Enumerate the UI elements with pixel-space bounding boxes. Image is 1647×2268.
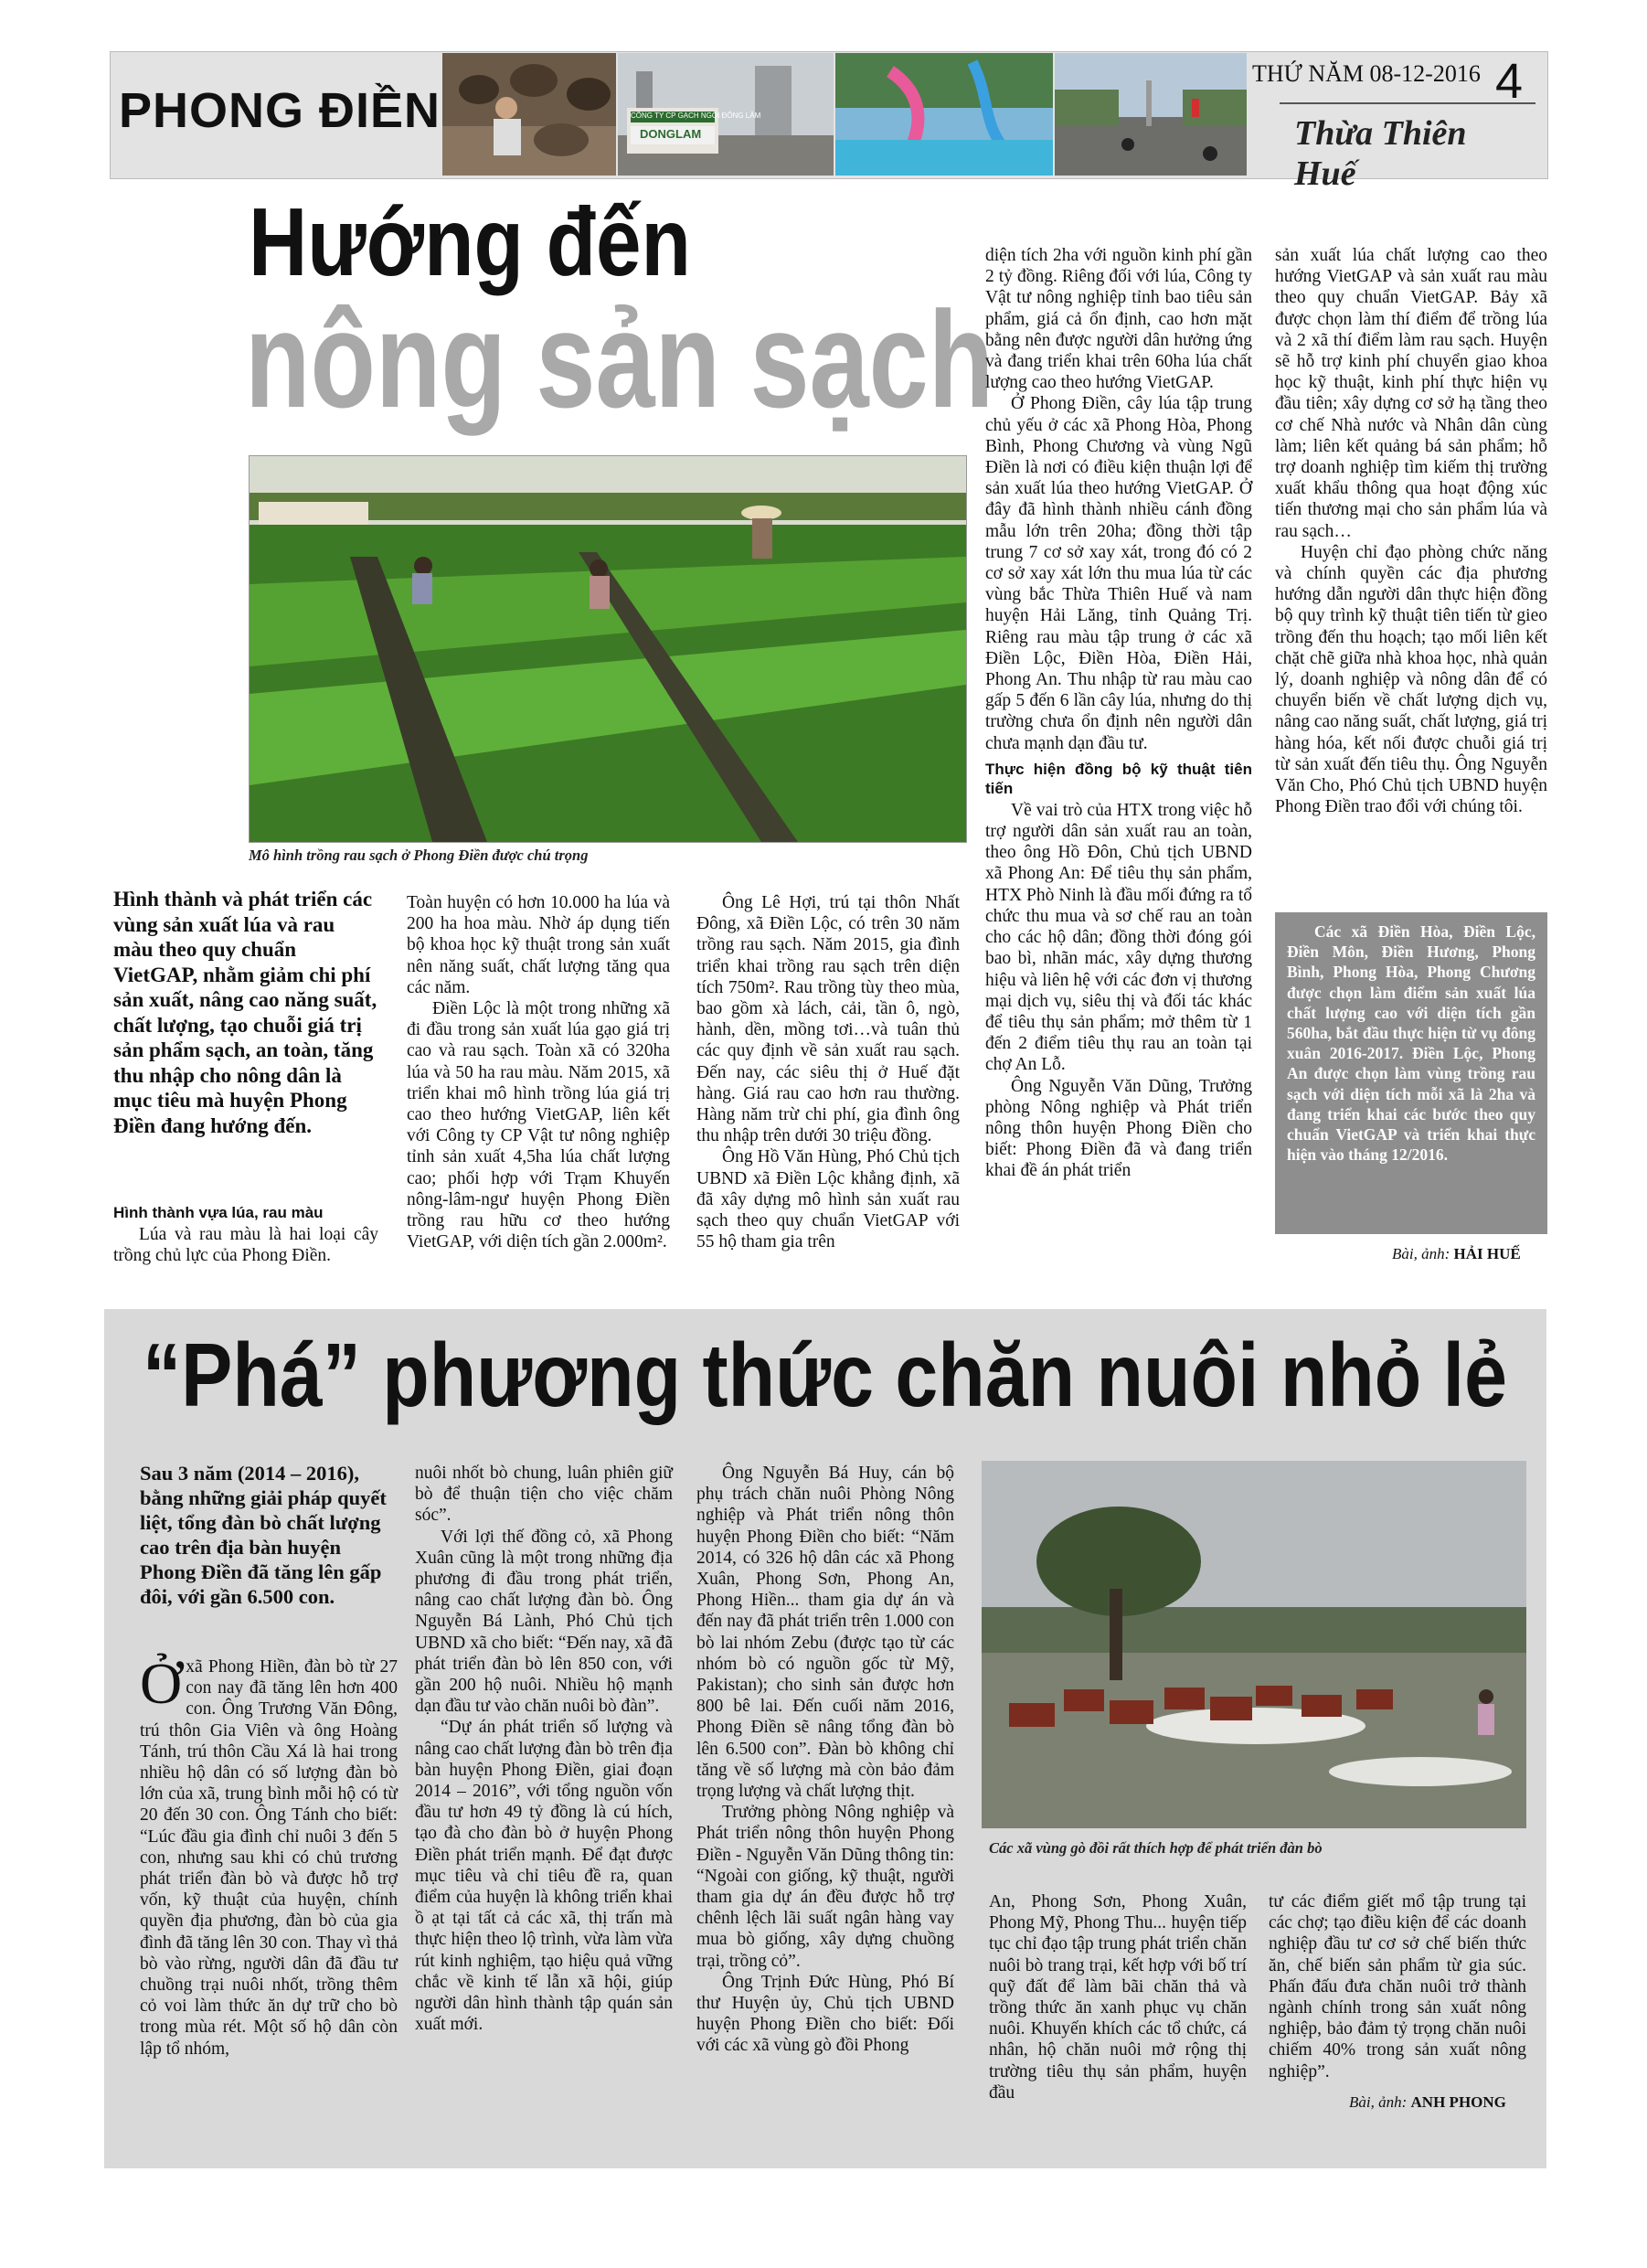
page-number: 4 <box>1494 54 1523 109</box>
article2-col4 <box>989 1891 1247 2103</box>
article1-title-line2: nông sản sạch <box>245 282 994 436</box>
article1-col5-p2: Huyện chỉ đạo phòng chức năng và chính quyền các địa phương hướng dẫn người dân thực hiện đồng bộ quy trình kỹ thuật tiên tiến từ gieo trồng đến thu hoạch; tạo mối liên kết chặt chẽ giữa nhà khoa học, nhà quản lý, doanh nghiệp và nông dân để có chuyển biến về chất lượng dịch vụ, nâng cao năng suất, chất lượng, giá trị hàng hóa, kết nối được chuỗi giá trị từ sản xuất đến tiêu thụ. Ông Nguyễn Văn Cho, Phó Chủ tịch UBND huyện Phong Điền trao đổi với chúng tôi. <box>1275 542 1547 817</box>
header-photo-street <box>1055 53 1247 176</box>
byline-author: HẢI HUẾ <box>1453 1245 1521 1262</box>
issue-date: THỨ NĂM 08-12-2016 <box>1252 60 1481 87</box>
byline-author: ANH PHONG <box>1410 2093 1506 2111</box>
article1-col2 <box>407 892 670 1252</box>
article2-title: “Phá” phương thức chăn nuôi nhỏ lẻ <box>143 1325 1507 1425</box>
article2-col2-p1: nuôi nhốt bò chung, luân phiên giữ bò để thuận tiện cho việc chăm sóc”. <box>415 1464 673 1526</box>
article2-photo-caption: Các xã vùng gò đồi rất thích hợp để phát triển đàn bò <box>989 1839 1323 1857</box>
article1-col4-p4: Ông Nguyễn Văn Dũng, Trưởng phòng Nông nghiệp và Phát triển nông thôn huyện Phong Điền cho biết: Phong Điền đã và đang triển khai đề án phát triển <box>985 1076 1252 1181</box>
article1-col5 <box>1275 245 1547 817</box>
article1-subhead-1: Hình thành vựa lúa, rau màu <box>113 1204 324 1221</box>
article2-col1 <box>140 1651 398 2060</box>
article2-col3 <box>696 1463 954 2057</box>
header-photo-pottery <box>442 53 616 176</box>
article2-col3-p1: Ông Nguyễn Bá Huy, cán bộ phụ trách chăn nuôi Phòng Nông nghiệp và Phát triển nông thôn huyện Phong Điền cho biết: “Năm 2014, có 326 hộ dân các xã Phong Xuân, Phong Sơn, Phong An, Phong Hiền... tham gia dự án và đến nay đã phát triển trên 1.000 con bò lai nhóm Zebu (được tạo từ các nhóm bò có nguồn gốc từ Mỹ, Pakistan); cho sinh sản được hơn 800 bê lai. Đến cuối năm 2016, Phong Điền sẽ nâng tổng đàn bò lên 6.500 con”. Đàn bò không chỉ tăng về số lượng mà còn bảo đảm trọng lượng và chất lượng thịt. <box>696 1464 954 1802</box>
article2-col2 <box>415 1463 673 2035</box>
article1-col1 <box>113 1198 378 1266</box>
article1-col2-p2: Điền Lộc là một trong những xã đi đầu trong sản xuất lúa gạo giá trị cao và rau sạch. Toàn xã có 320ha lúa và 50 ha rau màu. Năm 2015, xã triển khai mô hình trồng lúa giá trị cao theo hướng VietGAP, liên kết với Công ty CP Vật tư nông nghiệp tỉnh sản xuất 4,5ha lúa chất lượng cao; phối hợp với Trạm Khuyến nông-lâm-ngư huyện Phong Điền trồng rau hữu cơ theo hướng VietGAP, với diện tích gần 2.000m². <box>407 999 670 1252</box>
article1-title-line1: Hướng đến <box>249 188 691 296</box>
article1-col3-p2: Ông Hồ Văn Hùng, Phó Chủ tịch UBND xã Điền Lộc khẳng định, xã đã xây dựng mô hình sản xuất rau sạch theo quy chuẩn VietGAP với 55 hộ tham gia trên <box>696 1147 960 1252</box>
header-date-block <box>1252 54 1535 193</box>
photo-sign-brand: DONGLAM <box>640 127 702 141</box>
article1-col4-p2: Ở Phong Điền, cây lúa tập trung chủ yếu ở các xã Phong Hòa, Phong Bình, Phong Chương và vùng Ngũ Điền là nơi có điều kiện thuận lợi để sản xuất lúa theo hướng VietGAP. Ở đây đã hình thành nhiều cánh đồng mẫu lớn trên 20ha; đồng thời tập trung 7 cơ sở xay xát, trong đó có 2 cơ sở xay xát lớn thu mua lúa từ các vùng bắc Thừa Thiên Huế và nam huyện Hải Lăng, tỉnh Quảng Trị. Riêng rau màu tập trung ở các xã Điền Lộc, Điền Hòa, Điền Hải, Phong An. Thu nhập từ rau màu cao gấp 5 đến 6 lần cây lúa, nhưng do thị trường chưa ổn định nên người dân chưa mạnh dạn đầu tư. <box>985 394 1252 753</box>
article1-col3-p1: Ông Lê Hợi, trú tại thôn Nhất Đông, xã Điền Lộc, có trên 30 năm trồng rau sạch. Năm 2015, gia đình triển khai trồng rau sạch trên diện tích 750m². Rau trồng tùy theo mùa, bao gồm xà lách, cải, tần ô, ngò, hành, dền, mồng tơi…và tuân thủ các quy định về sản xuất rau sạch. Đến nay, các siêu thị ở Huế đặt hàng. Giá rau cao hơn rau thường. Hàng năm trừ chi phí, gia đình ông thu nhập trên dưới 30 triệu đồng. <box>696 893 960 1146</box>
article1-subhead-2: Thực hiện đồng bộ kỹ thuật tiên tiến <box>985 760 1252 797</box>
article1-col4 <box>985 245 1252 1182</box>
article2-col1-p1: xã Phong Hiền, đàn bò từ 27 con nay đã tăng lên hơn 400 con. Ông Trương Văn Đông, trú thôn Gia Viên và ông Hoàng Tánh, trú thôn Cầu Xá là hai trong nhiều hộ dân có số lượng đàn bò lớn của xã, trung bình mỗi hộ có từ 20 đến 30 con. Ông Tánh cho biết: “Lúc đầu gia đình chỉ nuôi 3 đến 5 con, nhưng sau khi có chủ trương phát triển đàn bò và được hỗ trợ vốn, kỹ thuật của huyện, chính quyền địa phương, đàn bò của gia đình đã tăng lên 30 con. Thay vì thả bò vào rừng, người dân đã đầu tư chuồng trại nuôi nhốt, trồng thêm cỏ voi làm thức ăn dự trữ cho bò trong mùa rét. Một số hộ dân còn lập tổ nhóm, <box>140 1657 398 2059</box>
article2-col5 <box>1269 1891 1526 2082</box>
article2-col2-p3: “Dự án phát triển số lượng và nâng cao chất lượng đàn bò trên địa bàn huyện Phong Điền, giai đoạn 2014 – 2016”, với tổng nguồn vốn đầu tư hơn 49 tỷ đồng là cú hích, tạo đà cho đàn bò ở huyện Phong Điền phát triển mạnh. Để đạt được mục tiêu và chỉ tiêu đề ra, quan điểm của huyện là không triển khai ồ ạt tại tất cả các xã, thị trấn mà thực hiện theo lộ trình, vừa làm vừa rút kinh nghiệm, tạo hiệu quả vững chắc về kinh tế lẫn xã hội, giúp người dân hình thành tập quán sản xuất mới. <box>415 1718 673 2035</box>
article1-sidebox-text: Các xã Điền Hòa, Điền Lộc, Điền Môn, Điền Hương, Phong Bình, Phong Hòa, Phong Chương được chọn làm điểm sản xuất lúa chất lượng cao với diện tích gần 560ha, bắt đầu thực hiện từ vụ đông xuân 2016-2017. Điền Lộc, Phong An được chọn làm vùng trồng rau sạch với diện tích mỗi xã là 2ha và đang triển khai các bước theo quy chuẩn VietGAP và triển khai thực hiện vào tháng 12/2016. <box>1287 922 1535 1165</box>
article1-col3 <box>696 892 960 1252</box>
byline-label: Bài, ảnh: <box>1349 2093 1408 2111</box>
article2-col5-p1: tư các điểm giết mổ tập trung tại các chợ; tạo điều kiện để các doanh nghiệp đầu tư cơ sở chế biến thức ăn, chế biến sản phẩm từ gia súc. Phấn đấu đưa chăn nuôi trở thành ngành chính trong sản xuất nông nghiệp, bảo đảm tỷ trọng chăn nuôi chiếm 40% trong sản xuất nông nghiệp”. <box>1269 1892 1526 2082</box>
newspaper-name: Thừa Thiên Huế <box>1294 114 1467 193</box>
article2-col3-p3: Ông Trịnh Đức Hùng, Phó Bí thư Huyện ủy, Chủ tịch UBND huyện Phong Điền cho biết: Đối với các xã vùng gò đồi Phong <box>696 1972 954 2056</box>
section-name: PHONG ĐIỀN <box>119 83 441 138</box>
article1-photo-caption: Mô hình trồng rau sạch ở Phong Điền được chú trọng <box>249 847 589 864</box>
article1-col5-p1: sản xuất lúa chất lượng cao theo hướng VietGAP và sản xuất rau màu theo quy chuẩn VietGAP. Bảy xã được chọn làm thí điểm để trồng lúa và 2 xã thí điểm làm rau sạch. Huyện sẽ hỗ trợ kinh phí chuyển giao khoa học kỹ thuật, kinh phí thực hiện vụ đầu tiên; xây dựng cơ sở hạ tầng theo cơ chế Nhà nước và Nhân dân cùng làm; liên kết quảng bá sản phẩm; hỗ trợ doanh nghiệp tìm kiếm thị trường xuất khẩu thông qua hoạt động xúc tiến thương mại cho sản phẩm lúa và rau sạch… <box>1275 246 1547 541</box>
article1-photo-vegetable-field <box>249 455 967 843</box>
article1-col1-p1: Lúa và rau màu là hai loại cây trồng chủ lực của Phong Điền. <box>113 1225 378 1266</box>
header-photo-waterpark <box>835 53 1053 176</box>
article2-photo-cattle <box>982 1461 1526 1828</box>
article2-col2-p2: Với lợi thế đồng cỏ, xã Phong Xuân cũng là một trong những địa phương đi đầu trong phát triển, nâng cao chất lượng đàn bò. Ông Nguyễn Bá Lành, Phó Chủ tịch UBND xã cho biết: “Đến nay, xã đã phát triển đàn bò lên 850 con, với gần 200 hộ nuôi. Nhiều hộ mạnh dạn đầu tư vào chăn nuôi bò đàn”. <box>415 1527 673 1717</box>
header-rule <box>1280 102 1535 104</box>
article1-lead: Hình thành và phát triển các vùng sản xuất lúa và rau màu theo quy chuẩn VietGAP, nhằm giảm chi phí sản xuất, nâng cao năng suất, chất lượng, tạo chuỗi giá trị sản phẩm sạch, an toàn, tăng thu nhập cho nông dân là mục tiêu mà huyện Phong Điền đang hướng đến. <box>113 888 377 1137</box>
article1-col4-p3: Về vai trò của HTX trong việc hỗ trợ người dân sản xuất rau an toàn, theo ông Hồ Đôn, Chủ tịch UBND xã Phong An: Để tiêu thụ sản phẩm, HTX Phò Ninh là đầu mối đứng ra tổ chức thu mua và sơ chế rau an toàn cho các hộ dân; đồng thời đóng gói bao bì, nhãn mác, xây dựng thương hiệu và liên hệ với các đơn vị thương mại dịch vụ, siêu thị và đối tác khác để tiêu thụ sản phẩm; mở thêm từ 1 đến 2 điểm tiêu thụ rau an toàn tại chợ An Lỗ. <box>985 800 1252 1075</box>
article1-col2-p1: Toàn huyện có hơn 10.000 ha lúa và 200 ha hoa màu. Nhờ áp dụng tiến bộ khoa học kỹ thuật trong sản xuất nên năng suất, chất lượng tăng qua các năm. <box>407 893 670 997</box>
byline-label: Bài, ảnh: <box>1392 1245 1450 1262</box>
photo-sign-text: CÔNG TY CP GẠCH NGÓI ĐÔNG LÂM <box>631 112 761 120</box>
article2-lead: Sau 3 năm (2014 – 2016), bằng những giải pháp quyết liệt, tổng đàn bò chất lượng cao trên địa bàn huyện Phong Điền đã tăng lên gấp đôi, với gần 6.500 con. <box>140 1462 387 1608</box>
article2-col4-p1: An, Phong Sơn, Phong Xuân, Phong Mỹ, Phong Thu... huyện tiếp tục chỉ đạo tập trung phát triển chăn nuôi bò trang trại, kết hợp với bố trí quỹ đất để làm bãi chăn thả và trồng thức ăn xanh phục vụ chăn nuôi. Khuyến khích các tổ chức, cá nhân, hộ chăn nuôi mở rộng thị trường tiêu thụ sản phẩm, huyện đầu <box>989 1892 1247 2103</box>
article1-col4-p1: diện tích 2ha với nguồn kinh phí gần 2 tỷ đồng. Riêng đối với lúa, Công ty Vật tư nông nghiệp tỉnh bao tiêu sản phẩm, giá cả ổn định, cao hơn mặt bằng nên được người dân hưởng ứng và đang triển khai trên 60ha lúa chất lượng cao theo hướng VietGAP. <box>985 246 1252 393</box>
article2-byline <box>1349 2093 1506 2112</box>
article1-byline <box>1392 1245 1521 1263</box>
article2-dropcap: Ở <box>140 1651 183 1716</box>
article2-col3-p2: Trưởng phòng Nông nghiệp và Phát triển nông thôn huyện Phong Điền - Nguyễn Văn Dũng thông tin: “Ngoài con giống, kỹ thuật, người tham gia dự án đều được hỗ trợ chênh lệch lãi suất ngân hàng vay mua bò giống, xây dựng chuồng trại, trồng cỏ”. <box>696 1803 954 1971</box>
